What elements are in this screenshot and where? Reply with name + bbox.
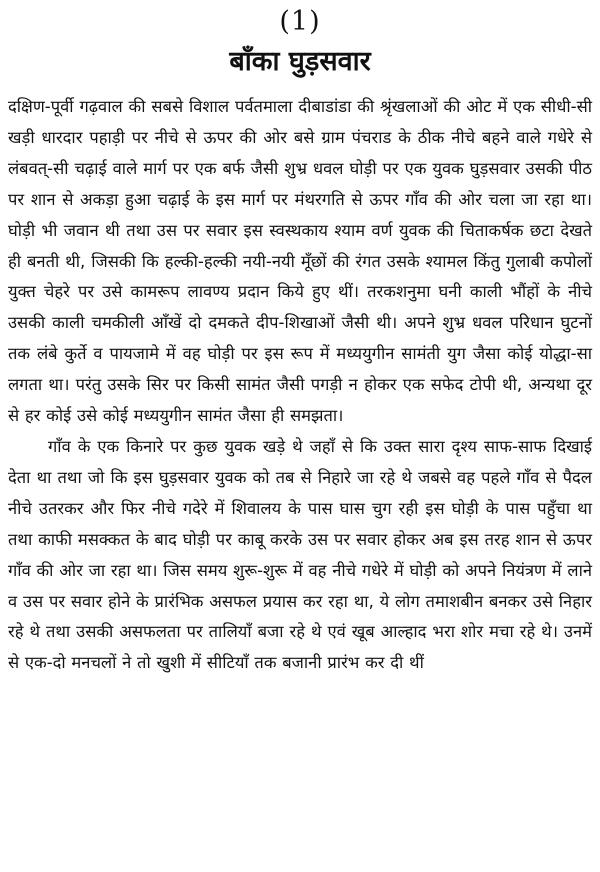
- chapter-title: बाँका घुड़सवार: [229, 46, 371, 77]
- paragraph: दक्षिण-पूर्वी गढ़वाल की सबसे विशाल पर्वतमाला दीबाडांडा की श्रृंखलाओं की ओट में एक सीधी-सी खड़ी धारदार पहाड़ी पर नीचे से ऊपर की ओर बसे ग्राम पंचराड के ठीक नीचे बहने वाले गधेरे से लंबवत्-सी चढ़ाई वाले मार्ग पर एक बर्फ जैसी शुभ्र धवल घोड़ी पर एक युवक घुड़सवार उसकी पीठ पर शान से अकड़ा हुआ चढ़ाई के इस मार्ग पर मंथरगति से ऊपर गाँव की ओर चला जा रहा था। घोड़ी भी जवान थी तथा उस पर सवार इस स्वस्थकाय श्याम वर्ण युवक की चिताकर्षक छटा देखते ही बनती थी, जिसकी कि हल्की-हल्की नयी-नयी मूँछों की रंगत उसके श्यामल किंतु गुलाबी कपोलों युक्त चेहरे पर उसे कामरूप लावण्य प्रदान किये हुए थीं। तरकशनुमा घनी काली भौंहों के नीचे उसकी काली चमकीली आँखें दो दमकते दीप-शिखाओं जैसी थी। अपने शुभ्र धवल परिधान घुटनों तक लंबे कुर्ते व पायजामे में वह घोड़ी पर इस रूप में मध्ययुगीन सामंती युग जैसा कोई योद्धा-सा लगता था। परंतु उसके सिर पर किसी सामंत जैसी पगड़ी न होकर एक सफेद टोपी थी, अन्यथा दूर से हर कोई उसे कोई मध्ययुगीन सामंत जैसा ही समझता।: [8, 97, 592, 426]
- paragraph: गाँव के एक किनारे पर कुछ युवक खड़े थे जहाँ से कि उक्त सारा दृश्य साफ-साफ दिखाई देता था तथा जो कि इस घुड़सवार युवक को तब से निहारे जा रहे थे जबसे वह पहले गाँव से पैदल नीचे उतरकर और फिर नीचे गदेरे में शिवालय के पास घास चुग रही इस घोड़ी के पास पहुँचा था तथा काफी मसक्कत के बाद घोड़ी पर काबू करके उस पर सवार होकर अब इस तरह शान से ऊपर गाँव की ओर जा रहा था। जिस समय शुरू-शुरू में वह नीचे गधेरे में घोड़ी को अपने नियंत्रण में लाने व उस पर सवार होने के प्रारंभिक असफल प्रयास कर रहा था, ये लोग तमाशबीन बनकर उसे निहार रहे थे तथा उसकी असफलता पर तालियाँ बजा रहे थे एवं खूब आल्हाद भरा शोर मचा रहे थे। उनमें से एक-दो मनचलों ने तो खुशी में सीटियाँ तक बजानी प्रारंभ कर दी थीं: [8, 436, 592, 673]
- chapter-number: (1): [279, 6, 321, 37]
- chapter-body: [8, 92, 592, 679]
